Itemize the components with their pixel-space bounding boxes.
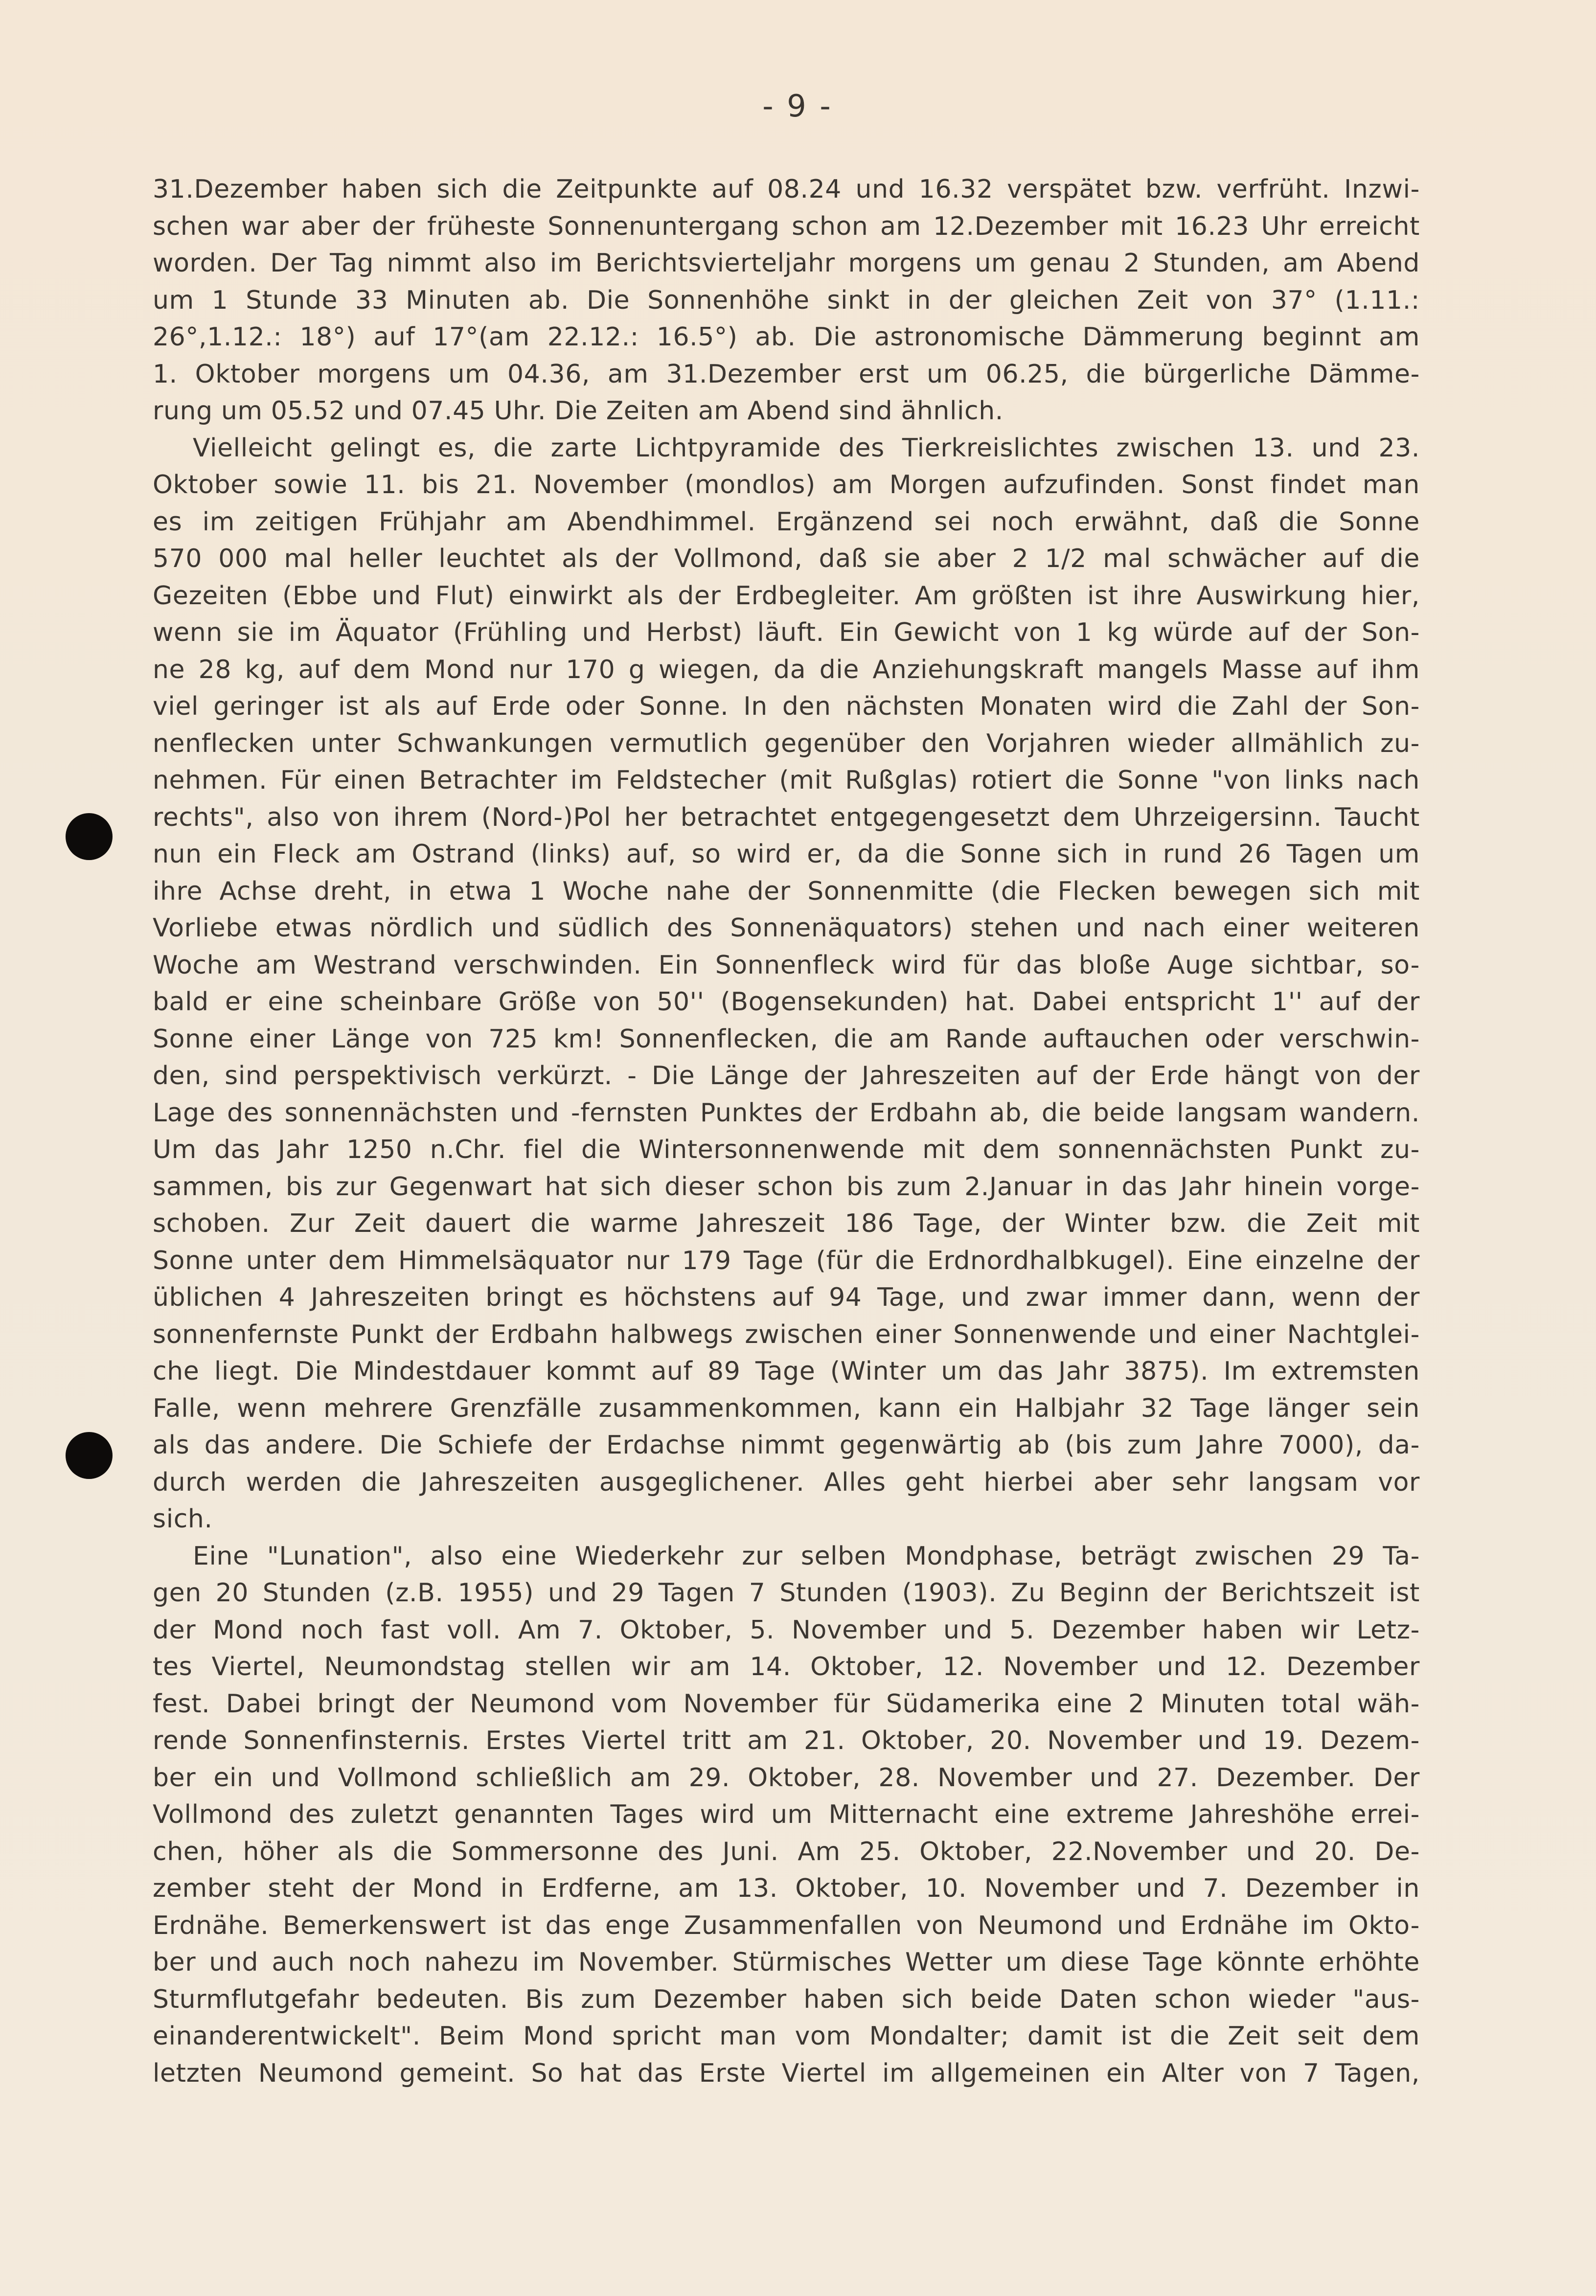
text-line: ne 28 kg, auf dem Mond nur 170 g wiegen, da die Anziehungskraft mangels Masse auf ihm	[153, 655, 1420, 684]
text-line: es im zeitigen Frühjahr am Abendhimmel. Ergänzend sei noch erwähnt, daß die Sonne	[153, 507, 1420, 537]
text-line: Woche am Westrand verschwinden. Ein Sonnenfleck wird für das bloße Auge sichtbar, so-	[153, 950, 1420, 980]
text-line: einanderentwickelt". Beim Mond spricht man vom Mondalter; damit ist die Zeit seit dem	[153, 2022, 1420, 2051]
text-line: Sturmflutgefahr bedeuten. Bis zum Dezember haben sich beide Daten schon wieder "aus-	[153, 1984, 1420, 2014]
text-line: 1. Oktober morgens um 04.36, am 31.Dezember erst um 06.25, die bürgerliche Dämme-	[153, 359, 1420, 389]
text-line: 570 000 mal heller leuchtet als der Vollmond, daß sie aber 2 1/2 mal schwächer auf die	[153, 544, 1420, 573]
text-line: Sonne einer Länge von 725 km! Sonnenflecken, die am Rande auftauchen oder verschwin-	[153, 1024, 1420, 1054]
text-line: sonnenfernste Punkt der Erdbahn halbwegs zwischen einer Sonnenwende und einer Nachtglei-	[153, 1319, 1420, 1349]
punch-hole-top	[66, 813, 113, 860]
text-line: sammen, bis zur Gegenwart hat sich dieser schon bis zum 2.Januar in das Jahr hinein vorge-	[153, 1172, 1420, 1202]
text-line: nenflecken unter Schwankungen vermutlich gegenüber den Vorjahren wieder allmählich zu-	[153, 728, 1420, 758]
text-line: Eine "Lunation", also eine Wiederkehr zur selben Mondphase, beträgt zwischen 29 Ta-	[193, 1541, 1420, 1571]
text-line: schoben. Zur Zeit dauert die warme Jahreszeit 186 Tage, der Winter bzw. die Zeit mit	[153, 1209, 1420, 1238]
text-line: wenn sie im Äquator (Frühling und Herbst) läuft. Ein Gewicht von 1 kg würde auf der Son-	[153, 618, 1420, 647]
text-line: Vollmond des zuletzt genannten Tages wird um Mitternacht eine extreme Jahreshöhe errei-	[153, 1800, 1420, 1829]
page-number: - 9 -	[762, 88, 833, 124]
text-line: gen 20 Stunden (z.B. 1955) und 29 Tagen 7 Stunden (1903). Zu Beginn der Berichtszeit ist	[153, 1578, 1420, 1608]
text-line: ber und auch noch nahezu im November. Stürmisches Wetter um diese Tage könnte erhöhte	[153, 1948, 1420, 1977]
text-line: nehmen. Für einen Betrachter im Feldstecher (mit Rußglas) rotiert die Sonne "von links nach	[153, 766, 1420, 795]
text-line: 31.Dezember haben sich die Zeitpunkte auf 08.24 und 16.32 verspätet bzw. verfrüht. Inzwi-	[153, 175, 1420, 204]
text-line: durch werden die Jahreszeiten ausgeglichener. Alles geht hierbei aber sehr langsam vor	[153, 1467, 1420, 1497]
text-line: chen, höher als die Sommersonne des Juni. Am 25. Oktober, 22.November und 20. De-	[153, 1837, 1420, 1866]
text-line: üblichen 4 Jahreszeiten bringt es höchstens auf 94 Tage, und zwar immer dann, wenn der	[153, 1283, 1420, 1312]
text-line: nun ein Fleck am Ostrand (links) auf, so wird er, da die Sonne sich in rund 26 Tagen um	[153, 840, 1420, 869]
text-line: fest. Dabei bringt der Neumond vom November für Südamerika eine 2 Minuten total wäh-	[153, 1689, 1420, 1719]
text-line: worden. Der Tag nimmt also im Berichtsvierteljahr morgens um genau 2 Stunden, am Abend	[153, 249, 1420, 278]
punch-hole-bottom	[66, 1432, 113, 1479]
text-line: Vorliebe etwas nördlich und südlich des Sonnenäquators) stehen und nach einer weiteren	[153, 913, 1420, 943]
text-line: den, sind perspektivisch verkürzt. - Die Länge der Jahreszeiten auf der Erde hängt von der	[153, 1061, 1420, 1091]
text-line: 26°,1.12.: 18°) auf 17°(am 22.12.: 16.5°) ab. Die astronomische Dämmerung beginnt am	[153, 322, 1420, 352]
text-line: Um das Jahr 1250 n.Chr. fiel die Wintersonnenwende mit dem sonnennächsten Punkt zu-	[153, 1135, 1420, 1164]
text-line: ihre Achse dreht, in etwa 1 Woche nahe der Sonnenmitte (die Flecken bewegen sich mit	[153, 876, 1420, 906]
text-line: rende Sonnenfinsternis. Erstes Viertel tritt am 21. Oktober, 20. November und 19. Dezem-	[153, 1726, 1420, 1755]
text-line: schen war aber der früheste Sonnenuntergang schon am 12.Dezember mit 16.23 Uhr erreicht	[153, 211, 1420, 241]
text-line: Sonne unter dem Himmelsäquator nur 179 Tage (für die Erdnordhalbkugel). Eine einzelne der	[153, 1246, 1420, 1275]
text-line: Oktober sowie 11. bis 21. November (mondlos) am Morgen aufzufinden. Sonst findet man	[153, 470, 1420, 500]
text-line: rechts", also von ihrem (Nord-)Pol her betrachtet entgegengesetzt dem Uhrzeigersinn. Taucht	[153, 802, 1420, 832]
text-line: rung um 05.52 und 07.45 Uhr. Die Zeiten am Abend sind ähnlich.	[153, 396, 1003, 426]
text-line: Erdnähe. Bemerkenswert ist das enge Zusammenfallen von Neumond und Erdnähe im Okto-	[153, 1910, 1420, 1940]
text-line: viel geringer ist als auf Erde oder Sonne. In den nächsten Monaten wird die Zahl der Son-	[153, 692, 1420, 721]
text-line: der Mond noch fast voll. Am 7. Oktober, 5. November und 5. Dezember haben wir Letz-	[153, 1615, 1420, 1645]
text-line: um 1 Stunde 33 Minuten ab. Die Sonnenhöhe sinkt in der gleichen Zeit von 37° (1.11.:	[153, 285, 1420, 315]
body-text	[153, 171, 1420, 2092]
text-line: als das andere. Die Schiefe der Erdachse nimmt gegenwärtig ab (bis zum Jahre 7000), da-	[153, 1431, 1420, 1460]
text-line: sich.	[153, 1504, 213, 1534]
text-line: ber ein und Vollmond schließlich am 29. Oktober, 28. November und 27. Dezember. Der	[153, 1763, 1420, 1793]
text-line: bald er eine scheinbare Größe von 50'' (Bogensekunden) hat. Dabei entspricht 1'' auf der	[153, 987, 1420, 1017]
text-line: Lage des sonnennächsten und -fernsten Punktes der Erdbahn ab, die beide langsam wandern.	[153, 1098, 1420, 1128]
text-line: Vielleicht gelingt es, die zarte Lichtpyramide des Tierkreislichtes zwischen 13. und 23.	[193, 433, 1420, 463]
text-line: tes Viertel, Neumondstag stellen wir am 14. Oktober, 12. November und 12. Dezember	[153, 1652, 1420, 1682]
text-line: Gezeiten (Ebbe und Flut) einwirkt als der Erdbegleiter. Am größten ist ihre Auswirkung hier,	[153, 581, 1420, 611]
text-line: che liegt. Die Mindestdauer kommt auf 89 Tage (Winter um das Jahr 3875). Im extremsten	[153, 1357, 1420, 1386]
text-line: Falle, wenn mehrere Grenzfälle zusammenkommen, kann ein Halbjahr 32 Tage länger sein	[153, 1393, 1420, 1423]
text-line: letzten Neumond gemeint. So hat das Erste Viertel im allgemeinen ein Alter von 7 Tagen,	[153, 2058, 1420, 2088]
text-line: zember steht der Mond in Erdferne, am 13. Oktober, 10. November und 7. Dezember in	[153, 1874, 1420, 1903]
